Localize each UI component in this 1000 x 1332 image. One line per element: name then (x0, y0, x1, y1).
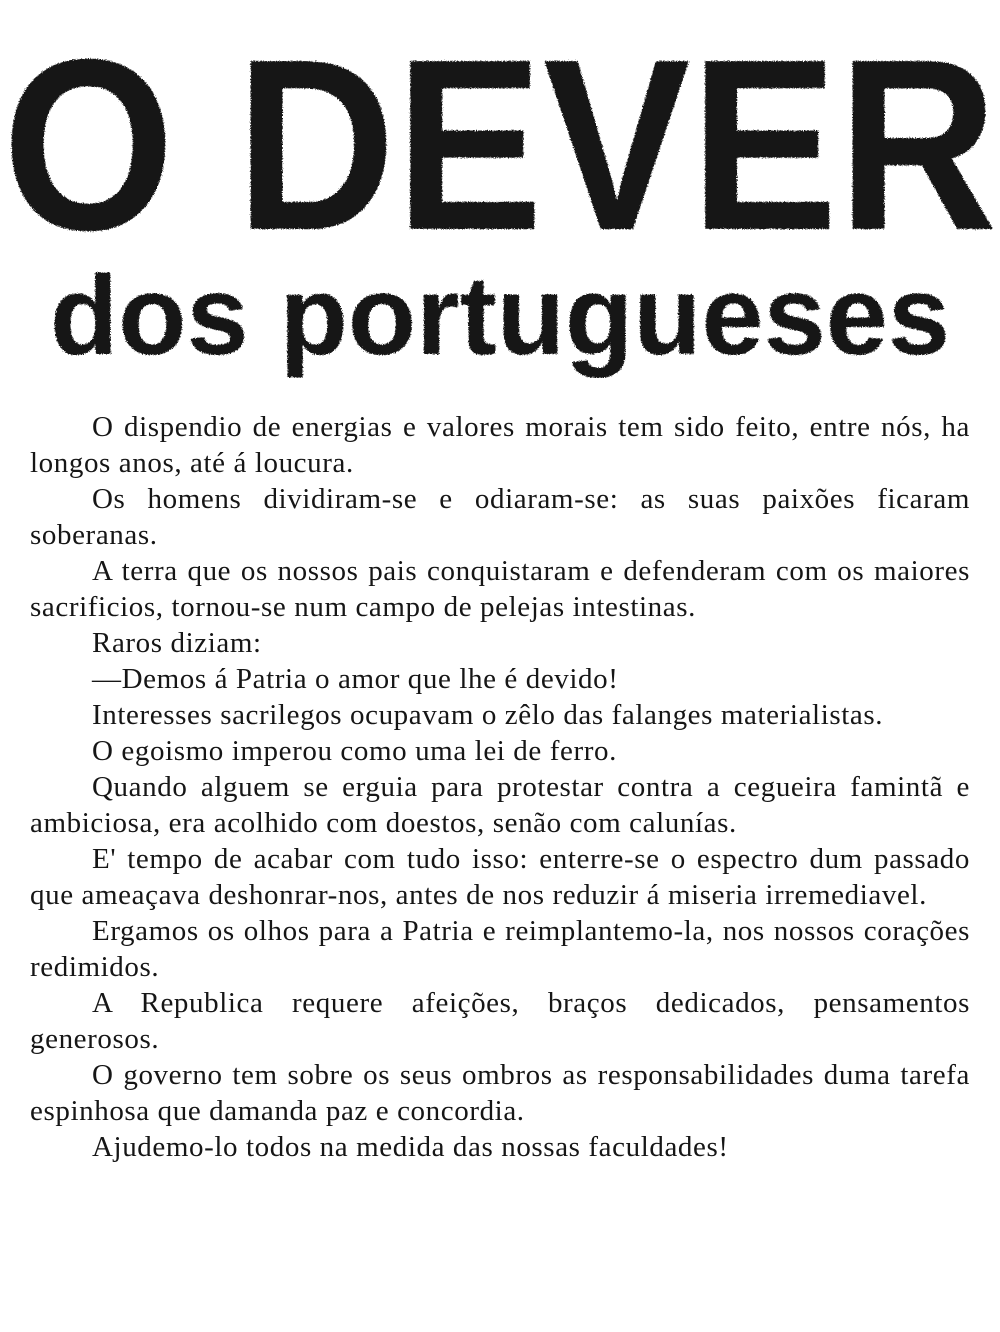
article-paragraph-1: O dispendio de energias e valores morais tem sido feito, entre nós, ha longos anos, até á loucura. (30, 411, 970, 479)
article-paragraph-4: Raros diziam: (92, 627, 262, 659)
article-paragraph-3: A terra que os nossos pais conquistaram e defenderam com os maiores sacrificios, tornou-se num campo de pelejas intestinas. (30, 555, 970, 623)
article-paragraph-8: Quando alguem se erguia para protestar contra a cegueira famintã e ambiciosa, era acolhido com doestos, senão com calunías. (30, 771, 970, 839)
article-paragraph-12: O governo tem sobre os seus ombros as responsabilidades duma tarefa espinhosa que damanda paz e concordia. (30, 1059, 970, 1127)
article-paragraph-10: Ergamos os olhos para a Patria e reimplantemo-la, nos nossos corações redimidos. (30, 915, 970, 983)
article-paragraph-13: Ajudemo-lo todos na medida das nossas faculdades! (92, 1131, 729, 1163)
headline-title (0, 10, 1000, 245)
headline-subtitle-text: dos portugueses (50, 258, 950, 378)
article-paragraph-11: A Republica requere afeições, braços dedicados, pensamentos generosos. (30, 987, 970, 1055)
headline-title-art (0, 10, 1000, 245)
headline-subtitle (0, 258, 1000, 378)
article-paragraph-6: Interesses sacrilegos ocupavam o zêlo das falanges materialistas. (92, 699, 884, 731)
headline-title-text: O DEVER (2, 10, 998, 245)
headline-subtitle-art (0, 258, 1000, 378)
article-paragraph-2: Os homens dividiram-se e odiaram-se: as suas paixões ficaram soberanas. (30, 483, 970, 551)
article-paragraph-5: —Demos á Patria o amor que lhe é devido! (92, 663, 619, 695)
article-paragraph-9: E' tempo de acabar com tudo isso: enterre-se o espectro dum passado que ameaçava deshonrar-nos, antes de nos reduzir á miseria irremediavel. (30, 843, 970, 911)
article-paragraph-7: O egoismo imperou como uma lei de ferro. (92, 735, 617, 767)
article-body (30, 409, 970, 1165)
